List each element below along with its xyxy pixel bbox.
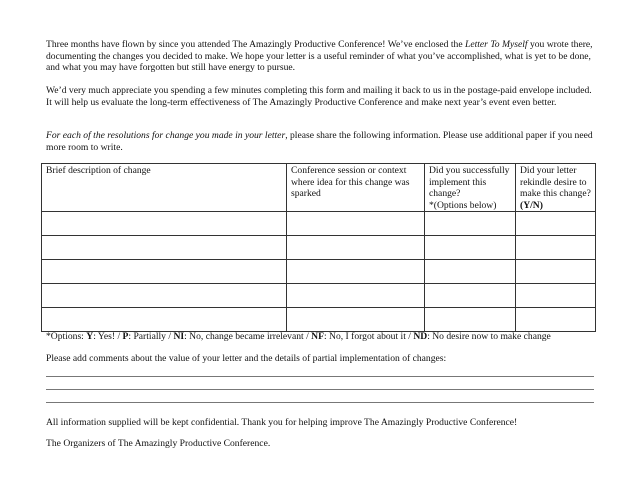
confidentiality-note: All information supplied will be kept confidential. Thank you for helping improve The Amazingly Productive Conference! xyxy=(46,417,518,428)
table-row xyxy=(42,236,596,260)
description-cell[interactable] xyxy=(42,236,287,260)
header-session: Conference session or context where idea for this change was sparked xyxy=(287,164,425,212)
header-rekindle: Did your letter rekindle desire to make this change? (Y/N) xyxy=(516,164,596,212)
session-cell[interactable] xyxy=(287,284,425,308)
table-row xyxy=(42,260,596,284)
table-row xyxy=(42,212,596,236)
rekindle-cell[interactable] xyxy=(516,236,596,260)
header-description: Brief description of change xyxy=(42,164,287,212)
rekindle-cell[interactable] xyxy=(516,308,596,332)
comment-line-3[interactable] xyxy=(46,402,594,403)
table-header-row xyxy=(42,164,596,212)
resolutions-table xyxy=(41,163,596,332)
options-legend: *Options: Y: Yes! / P: Partially / NI: No, change became irrelevant / NF: No, I forgot about it / ND: No desire now to make change xyxy=(46,331,551,342)
description-cell[interactable] xyxy=(42,260,287,284)
rekindle-cell[interactable] xyxy=(516,212,596,236)
letter-title: Letter To Myself xyxy=(465,39,528,50)
table-row xyxy=(42,284,596,308)
signature-line: The Organizers of The Amazingly Productive Conference. xyxy=(46,438,271,449)
session-cell[interactable] xyxy=(287,308,425,332)
implemented-cell[interactable] xyxy=(425,236,516,260)
implemented-cell[interactable] xyxy=(425,308,516,332)
rekindle-cell[interactable] xyxy=(516,284,596,308)
instructions-paragraph: For each of the resolutions for change you made in your letter, please share the following information. Please use additional paper if you need more room to write. xyxy=(46,130,593,153)
intro-paragraph-2: We’d very much appreciate you spending a few minutes completing this form and mailing it back to us in the postage-paid envelope included. It will help us evaluate the long-term effectiveness of The Amazingly Productive Conference and make next year’s event even better. xyxy=(46,85,592,108)
comment-line-1[interactable] xyxy=(46,376,594,377)
description-cell[interactable] xyxy=(42,212,287,236)
comment-line-2[interactable] xyxy=(46,389,594,390)
rekindle-cell[interactable] xyxy=(516,260,596,284)
implemented-cell[interactable] xyxy=(425,212,516,236)
session-cell[interactable] xyxy=(287,212,425,236)
table-row xyxy=(42,308,596,332)
comments-prompt: Please add comments about the value of your letter and the details of partial implementation of changes: xyxy=(46,353,447,364)
description-cell[interactable] xyxy=(42,308,287,332)
implemented-cell[interactable] xyxy=(425,260,516,284)
description-cell[interactable] xyxy=(42,284,287,308)
header-implemented: Did you successfully implement this change? *(Options below) xyxy=(425,164,516,212)
intro-paragraph-1: Three months have flown by since you attended The Amazingly Productive Conference! We’ve enclosed the Letter To Myself you wrote there, documenting the changes you decided to make. We hope your letter is a useful reminder of what you’ve accomplished, what is yet to be done, and what you may have forgotten but still have energy to pursue. xyxy=(46,39,593,73)
session-cell[interactable] xyxy=(287,260,425,284)
implemented-cell[interactable] xyxy=(425,284,516,308)
session-cell[interactable] xyxy=(287,236,425,260)
